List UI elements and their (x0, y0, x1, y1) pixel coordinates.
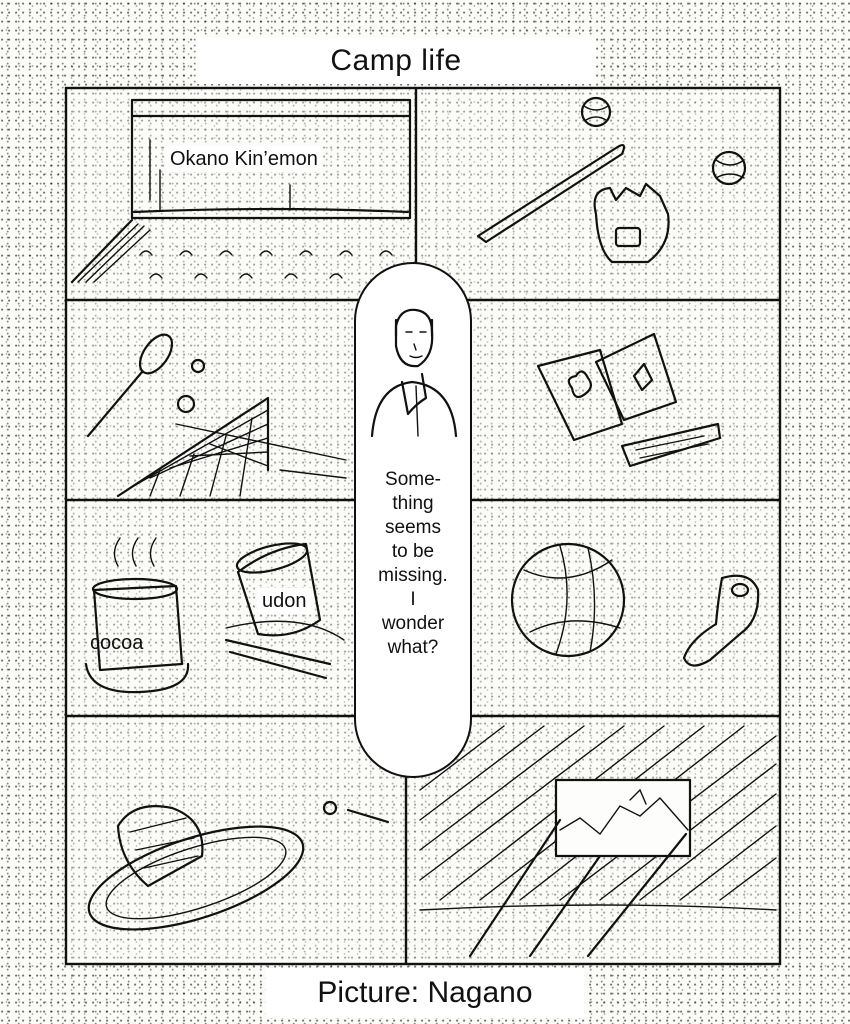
caption-line: Some- (385, 469, 441, 490)
speech-caption (356, 468, 470, 660)
udon-label: udon (258, 588, 311, 614)
caption-line: wonder (381, 613, 445, 634)
caption-line: what? (387, 637, 439, 658)
caption-line: seems (385, 517, 441, 538)
picture-credit: Picture: Nagano (317, 976, 533, 1009)
caption-line: thing (392, 493, 434, 514)
caption-line: to be (391, 541, 435, 562)
caption-line: I (410, 589, 416, 610)
caption-line: missing. (378, 565, 448, 586)
page-title: Camp life (330, 44, 462, 77)
title-banner (196, 38, 596, 84)
sign-label: Okano Kin’emon (166, 146, 322, 172)
credit-banner (266, 968, 584, 1018)
thinking-man-icon (356, 286, 470, 486)
cocoa-label: cocoa (90, 632, 144, 654)
